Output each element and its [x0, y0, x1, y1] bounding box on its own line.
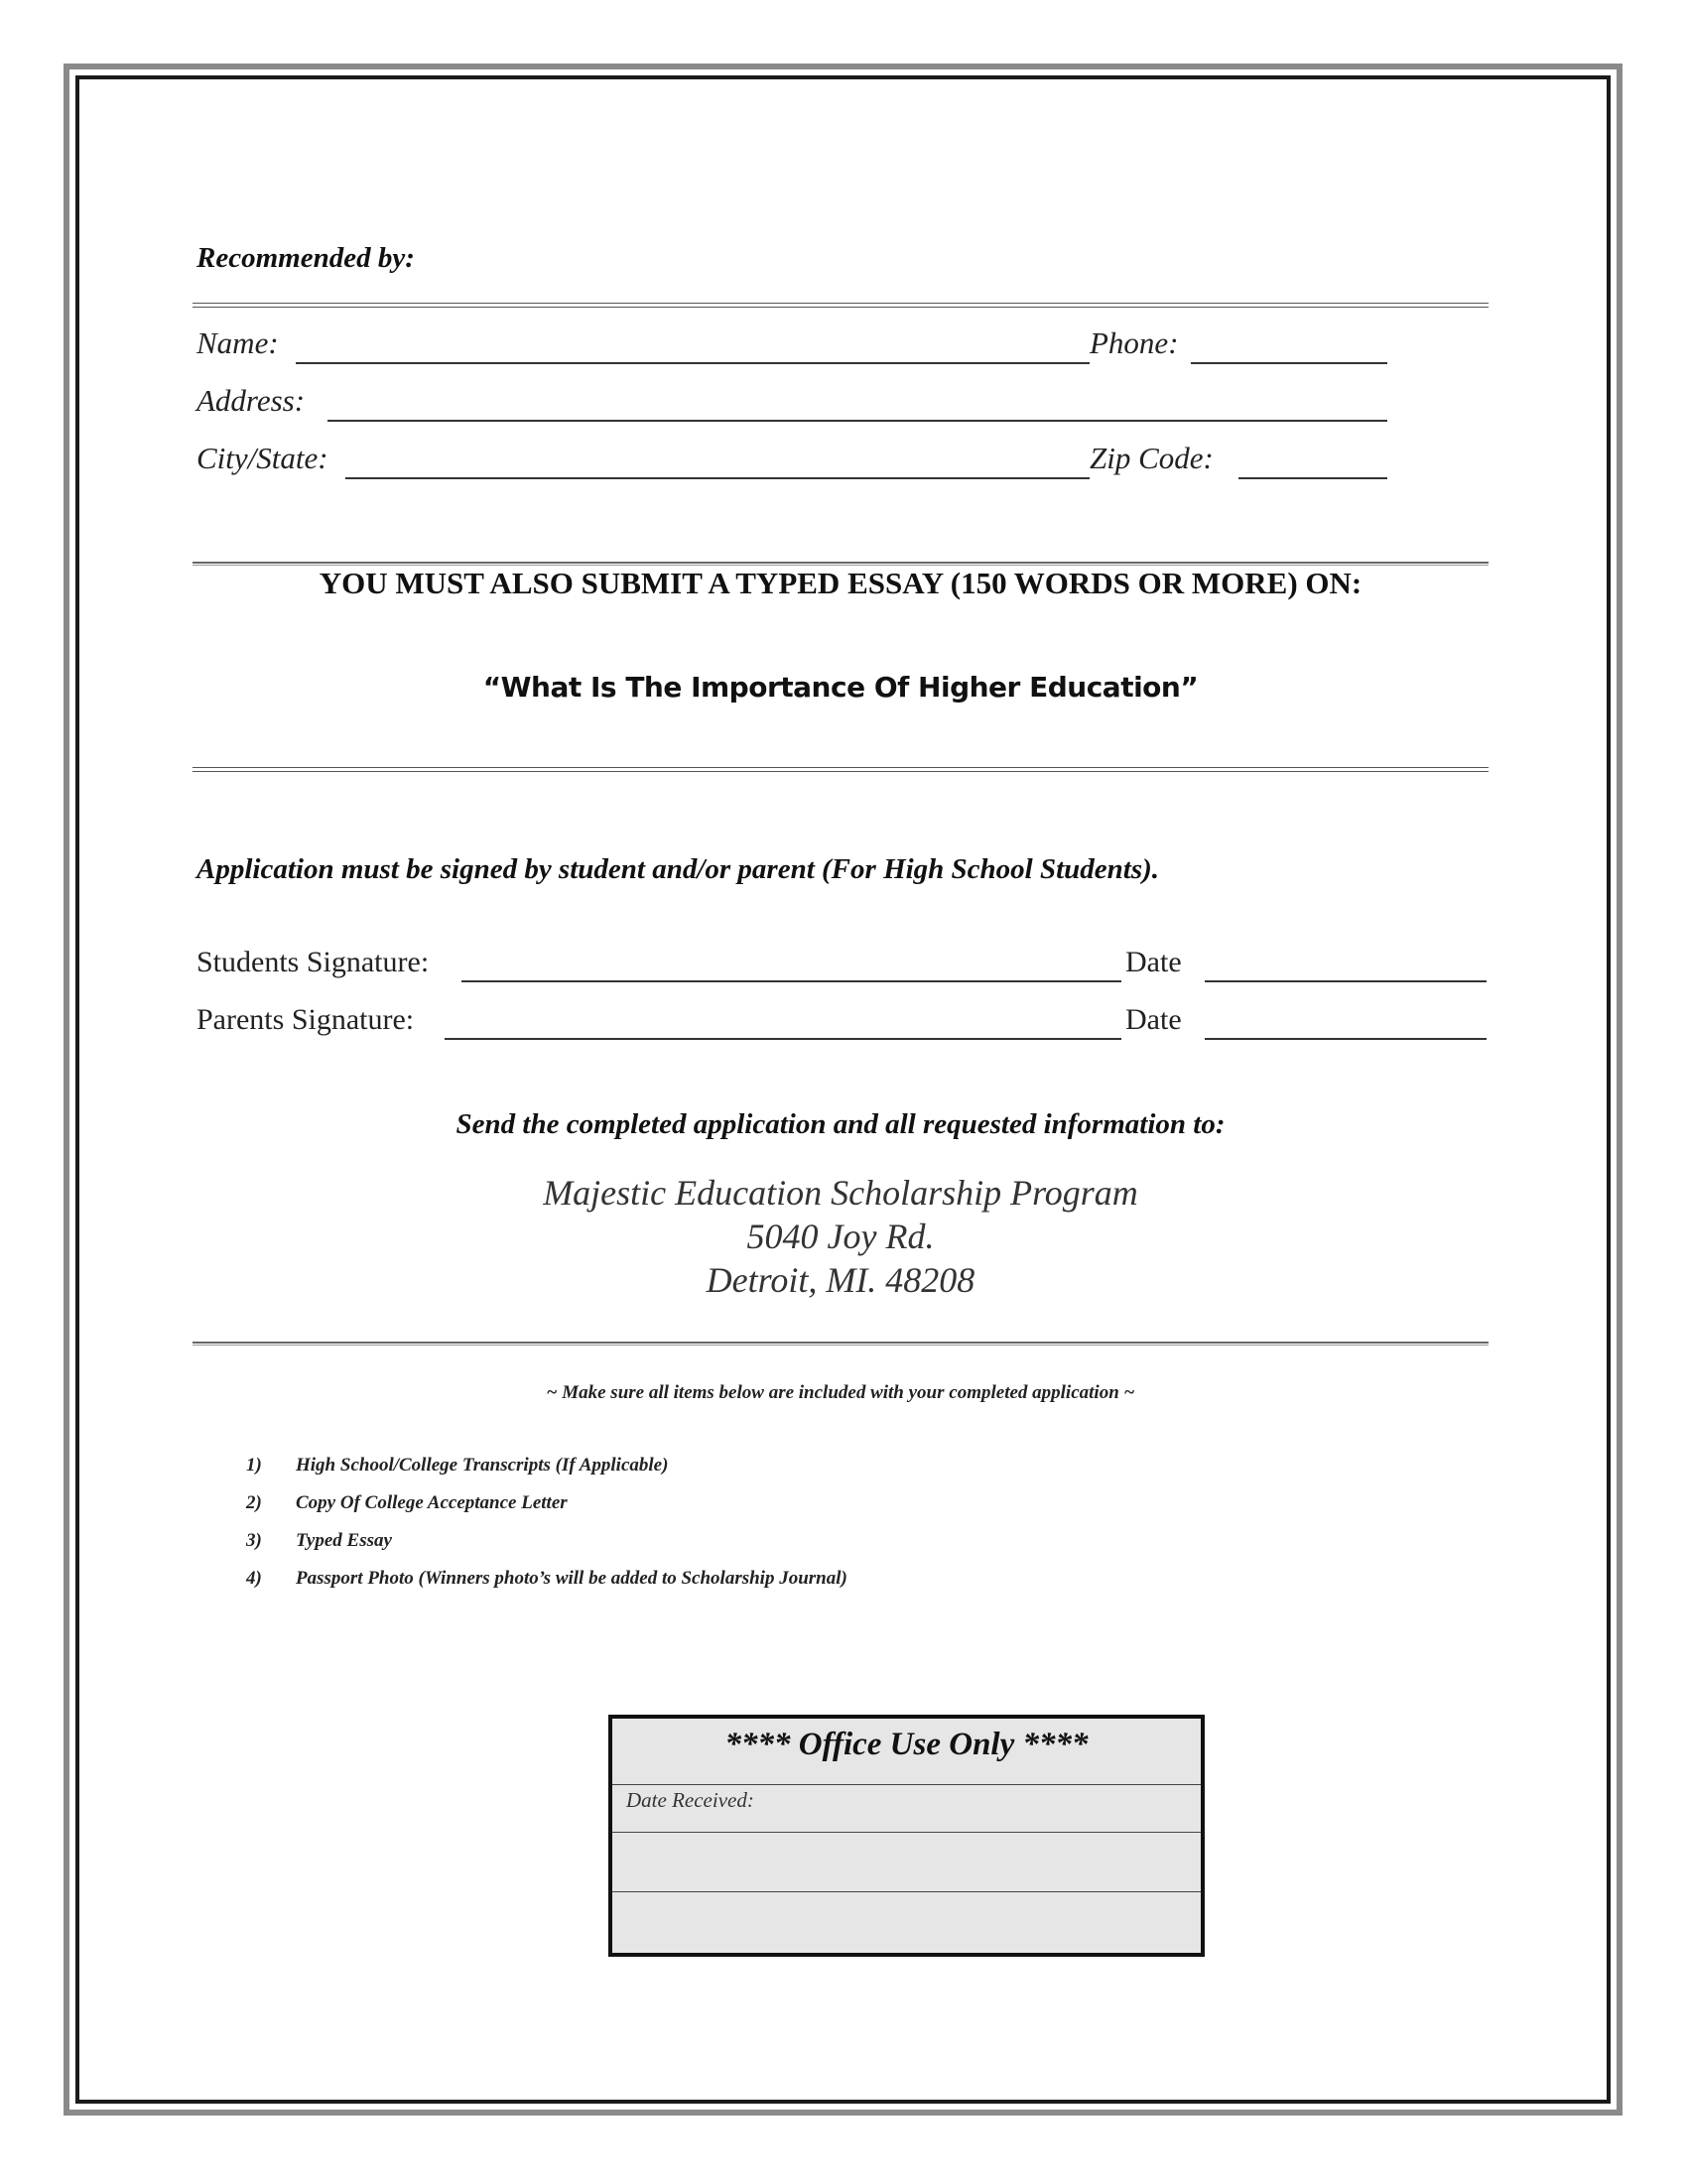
office-row-divider: [612, 1784, 1201, 1785]
checklist-item-number: 3): [246, 1530, 262, 1551]
checklist-item-text: Copy Of College Acceptance Letter: [296, 1492, 568, 1513]
office-use-box: [608, 1715, 1205, 1957]
divider: [193, 767, 1489, 772]
mailing-org: Majestic Education Scholarship Program: [543, 1173, 1138, 1213]
office-row-divider: [612, 1832, 1201, 1833]
city-state-field[interactable]: [345, 477, 1090, 479]
address-field[interactable]: [327, 420, 1387, 422]
office-row-divider: [612, 1891, 1201, 1892]
office-use-title: **** Office Use Only ****: [724, 1727, 1089, 1762]
checklist-item-text: Typed Essay: [296, 1530, 392, 1551]
address-label: Address:: [196, 383, 306, 418]
mailing-street: 5040 Joy Rd.: [746, 1217, 935, 1256]
parent-signature-label: Parents Signature:: [196, 1003, 415, 1036]
mailing-city: Detroit, MI. 48208: [706, 1260, 975, 1300]
checklist-item-number: 1): [246, 1455, 262, 1476]
student-date-field[interactable]: [1205, 980, 1487, 982]
zip-field[interactable]: [1238, 477, 1387, 479]
checklist-item-text: High School/College Transcripts (If Applicable): [296, 1455, 669, 1476]
checklist-item-number: 4): [246, 1568, 262, 1589]
essay-topic: “What Is The Importance Of Higher Education”: [482, 671, 1199, 704]
essay-instruction: YOU MUST ALSO SUBMIT A TYPED ESSAY (150 WORDS OR MORE) ON:: [319, 566, 1363, 600]
name-label: Name:: [196, 325, 279, 360]
zip-label: Zip Code:: [1090, 441, 1214, 475]
divider: [193, 303, 1489, 308]
student-signature-field[interactable]: [461, 980, 1121, 982]
signature-note: Application must be signed by student and/or parent (For High School Students).: [196, 853, 1160, 885]
recommended-heading: Recommended by:: [196, 242, 415, 274]
date-received-label: Date Received:: [626, 1788, 754, 1812]
phone-label: Phone:: [1090, 325, 1179, 360]
phone-field[interactable]: [1191, 362, 1387, 364]
checklist-heading: ~ Make sure all items below are included with your completed application ~: [546, 1382, 1135, 1403]
city-state-label: City/State:: [196, 441, 328, 475]
parent-date-label: Date: [1125, 1003, 1182, 1036]
divider: [193, 1342, 1489, 1346]
mailing-heading: Send the completed application and all requested information to:: [455, 1108, 1226, 1140]
parent-signature-field[interactable]: [445, 1038, 1121, 1040]
student-date-label: Date: [1125, 946, 1182, 978]
checklist-item-number: 2): [246, 1492, 262, 1513]
student-signature-label: Students Signature:: [196, 946, 430, 978]
name-field[interactable]: [296, 362, 1090, 364]
checklist-item-text: Passport Photo (Winners photo’s will be added to Scholarship Journal): [296, 1568, 847, 1589]
parent-date-field[interactable]: [1205, 1038, 1487, 1040]
